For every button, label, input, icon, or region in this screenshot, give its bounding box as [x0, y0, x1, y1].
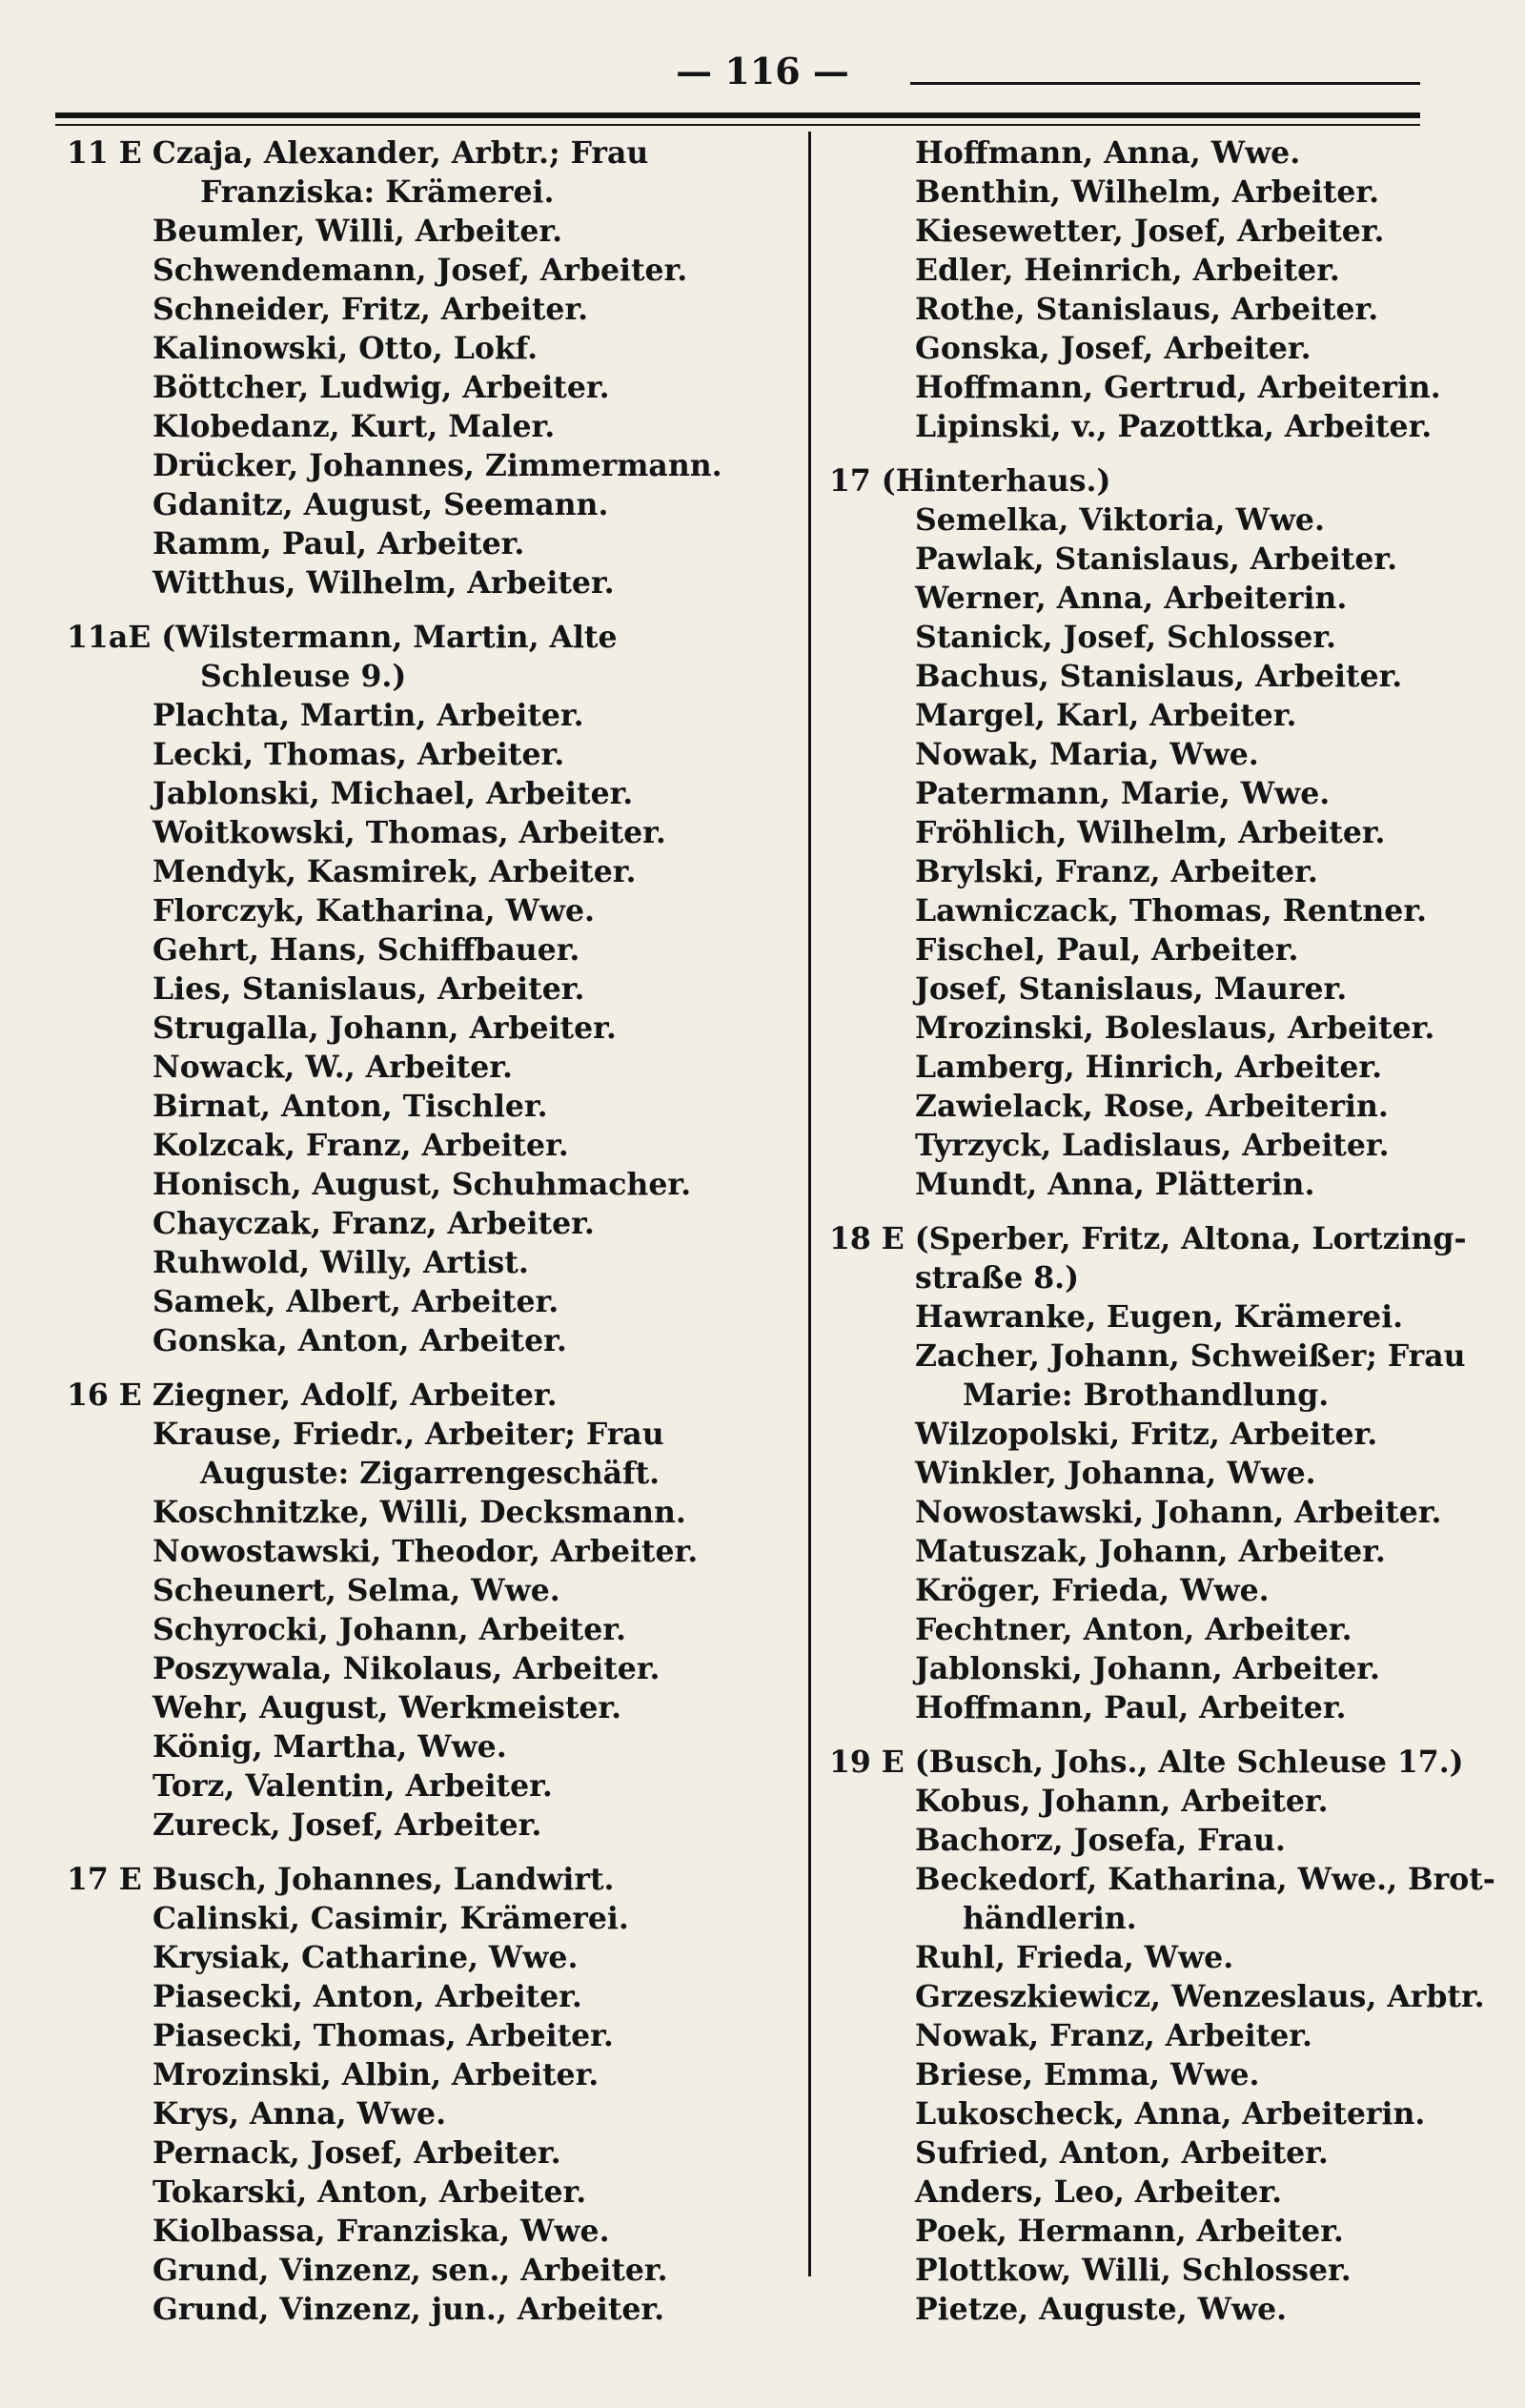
resident-entry: Hawranke, Eugen, Krämerei. [915, 1299, 1404, 1335]
resident-entry: Strugalla, Johann, Arbeiter. [152, 1010, 617, 1046]
resident-entry: Piasecki, Anton, Arbeiter. [152, 1979, 582, 2014]
resident-entry: Woitkowski, Thomas, Arbeiter. [152, 815, 666, 850]
resident-entry: Lawniczack, Thomas, Rentner. [915, 893, 1428, 929]
right-column [829, 133, 1515, 2329]
resident-entry: Krys, Anna, Wwe. [152, 2096, 447, 2132]
resident-entry: Kiesewetter, Josef, Arbeiter. [915, 214, 1385, 249]
resident-entry: Benthin, Wilhelm, Arbeiter. [915, 174, 1380, 210]
resident-entry: Mrozinski, Boleslaus, Arbeiter. [915, 1010, 1435, 1046]
house-heading: 11aE (Wilstermann, Martin, Alte [67, 620, 618, 655]
resident-entry: Jablonski, Michael, Arbeiter. [152, 776, 634, 811]
resident-entry: Wehr, August, Werkmeister. [152, 1690, 622, 1725]
resident-entry: Lecki, Thomas, Arbeiter. [152, 737, 565, 772]
resident-entry: Torz, Valentin, Arbeiter. [152, 1768, 553, 1804]
resident-entry: Lukoscheck, Anna, Arbeiterin. [915, 2096, 1426, 2132]
resident-entry: Matuszak, Johann, Arbeiter. [915, 1534, 1386, 1569]
resident-entry: Edler, Heinrich, Arbeiter. [915, 253, 1340, 288]
resident-entry: König, Martha, Wwe. [152, 1729, 507, 1765]
resident-entry: Zawielack, Rose, Arbeiterin. [915, 1089, 1389, 1124]
resident-entry: Bachus, Stanislaus, Arbeiter. [915, 659, 1403, 694]
resident-entry: Chayczak, Franz, Arbeiter. [152, 1206, 595, 1241]
house-heading: 17 (Hinterhaus.) [829, 463, 1111, 499]
resident-entry: Anders, Leo, Arbeiter. [915, 2174, 1283, 2210]
resident-entry: Krause, Friedr., Arbeiter; Frau [152, 1417, 664, 1452]
resident-entry: Stanick, Josef, Schlosser. [915, 620, 1336, 655]
resident-entry: Florczyk, Katharina, Wwe. [152, 893, 596, 929]
resident-entry: Jablonski, Johann, Arbeiter. [915, 1651, 1380, 1686]
resident-entry: Bachorz, Josefa, Frau. [915, 1823, 1286, 1858]
resident-entry: Gehrt, Hans, Schiffbauer. [152, 932, 580, 968]
resident-entry: Samek, Albert, Arbeiter. [152, 1284, 559, 1319]
resident-entry: Brylski, Franz, Arbeiter. [915, 854, 1318, 889]
resident-entry: Mrozinski, Albin, Arbeiter. [152, 2057, 600, 2092]
resident-entry: Beumler, Willi, Arbeiter. [152, 214, 563, 249]
resident-entry: Ruhwold, Willy, Artist. [152, 1245, 529, 1280]
resident-entry: Honisch, August, Schuhmacher. [152, 1167, 692, 1202]
resident-entry: Pernack, Josef, Arbeiter. [152, 2135, 561, 2171]
resident-entry: Plottkow, Willi, Schlosser. [915, 2253, 1352, 2288]
resident-entry: Fischel, Paul, Arbeiter. [915, 932, 1299, 968]
resident-entry: Drücker, Johannes, Zimmermann. [152, 448, 722, 483]
resident-entry: Hoffmann, Gertrud, Arbeiterin. [915, 370, 1441, 405]
house-heading: 19 E (Busch, Johs., Alte Schleuse 17.) [829, 1745, 1464, 1780]
header-rule-thin [55, 124, 1420, 126]
resident-entry: Calinski, Casimir, Krämerei. [152, 1901, 629, 1936]
resident-entry: Schwendemann, Josef, Arbeiter. [152, 253, 688, 288]
house-heading: 16 E Ziegner, Adolf, Arbeiter. [67, 1377, 558, 1413]
resident-entry: Gonska, Josef, Arbeiter. [915, 331, 1312, 366]
resident-entry: Briese, Emma, Wwe. [915, 2057, 1260, 2092]
resident-entry: Mendyk, Kasmirek, Arbeiter. [152, 854, 637, 889]
resident-entry: Margel, Karl, Arbeiter. [915, 698, 1297, 733]
resident-entry: Semelka, Viktoria, Wwe. [915, 502, 1325, 538]
resident-entry: Schyrocki, Johann, Arbeiter. [152, 1612, 626, 1647]
resident-entry: Ruhl, Frieda, Wwe. [915, 1940, 1234, 1975]
resident-entry: Nowostawski, Theodor, Arbeiter. [152, 1534, 699, 1569]
resident-entry: Pietze, Auguste, Wwe. [915, 2292, 1288, 2327]
house-block [829, 461, 1515, 1204]
resident-entry: Wilzopolski, Fritz, Arbeiter. [915, 1417, 1378, 1452]
resident-entry: Plachta, Martin, Arbeiter. [152, 698, 584, 733]
resident-entry: Poszywala, Nikolaus, Arbeiter. [152, 1651, 661, 1686]
entry-continuation: Schleuse 9.) [200, 659, 407, 694]
house-block [67, 1376, 801, 1845]
resident-entry: Kolzcak, Franz, Arbeiter. [152, 1128, 569, 1163]
house-block [829, 1219, 1515, 1727]
resident-entry: Nowostawski, Johann, Arbeiter. [915, 1495, 1442, 1530]
entry-continuation: Auguste: Zigarrengeschäft. [200, 1456, 661, 1491]
resident-entry: Kröger, Frieda, Wwe. [915, 1573, 1270, 1608]
resident-entry: Poek, Hermann, Arbeiter. [915, 2214, 1344, 2249]
resident-entry: Pawlak, Stanislaus, Arbeiter. [915, 541, 1398, 577]
house-heading: 11 E Czaja, Alexander, Arbtr.; Frau [67, 135, 649, 171]
resident-entry: Kobus, Johann, Arbeiter. [915, 1784, 1329, 1819]
resident-entry: Grund, Vinzenz, sen., Arbeiter. [152, 2253, 668, 2288]
house-block [829, 133, 1515, 446]
resident-entry: Zacher, Johann, Schweißer; Frau [915, 1338, 1466, 1374]
resident-entry: Sufried, Anton, Arbeiter. [915, 2135, 1329, 2171]
resident-entry: Lies, Stanislaus, Arbeiter. [152, 971, 585, 1007]
house-block [829, 1743, 1515, 2329]
resident-entry: Lamberg, Hinrich, Arbeiter. [915, 1050, 1383, 1085]
resident-entry: Winkler, Johanna, Wwe. [915, 1456, 1316, 1491]
resident-entry: Nowak, Franz, Arbeiter. [915, 2018, 1312, 2053]
resident-entry: Tyrzyck, Ladislaus, Arbeiter. [915, 1128, 1390, 1163]
house-block [67, 1860, 801, 2329]
resident-entry: Birnat, Anton, Tischler. [152, 1089, 548, 1124]
page-number: — 116 — [676, 50, 849, 92]
entry-continuation: Franziska: Krämerei. [200, 174, 555, 210]
resident-entry: Krysiak, Catharine, Wwe. [152, 1940, 579, 1975]
resident-entry: Kalinowski, Otto, Lokf. [152, 331, 539, 366]
resident-entry: Zureck, Josef, Arbeiter. [152, 1807, 542, 1843]
resident-entry: Grund, Vinzenz, jun., Arbeiter. [152, 2292, 665, 2327]
resident-entry: Ramm, Paul, Arbeiter. [152, 526, 525, 561]
resident-entry: Nowak, Maria, Wwe. [915, 737, 1259, 772]
resident-entry: Hoffmann, Paul, Arbeiter. [915, 1690, 1347, 1725]
left-column [67, 133, 801, 2329]
resident-entry: Mundt, Anna, Plätterin. [915, 1167, 1315, 1202]
resident-entry: Grzeszkiewicz, Wenzeslaus, Arbtr. [915, 1979, 1485, 2014]
house-block [67, 618, 801, 1360]
resident-entry: Gdanitz, August, Seemann. [152, 487, 609, 522]
resident-entry: Fechtner, Anton, Arbeiter. [915, 1612, 1352, 1647]
resident-entry: Piasecki, Thomas, Arbeiter. [152, 2018, 614, 2053]
header-rule-thick [55, 112, 1420, 118]
resident-entry: straße 8.) [915, 1260, 1080, 1296]
resident-entry: Gonska, Anton, Arbeiter. [152, 1323, 567, 1358]
entry-continuation: Marie: Brothandlung. [963, 1377, 1330, 1413]
resident-entry: Tokarski, Anton, Arbeiter. [152, 2174, 587, 2210]
resident-entry: Klobedanz, Kurt, Maler. [152, 409, 556, 444]
resident-entry: Lipinski, v., Pazottka, Arbeiter. [915, 409, 1433, 444]
house-block [67, 133, 801, 602]
resident-entry: Josef, Stanislaus, Maurer. [915, 971, 1348, 1007]
resident-entry: Fröhlich, Wilhelm, Arbeiter. [915, 815, 1386, 850]
resident-entry: Nowack, W., Arbeiter. [152, 1050, 513, 1085]
resident-entry: Rothe, Stanislaus, Arbeiter. [915, 292, 1379, 327]
resident-entry: Witthus, Wilhelm, Arbeiter. [152, 565, 615, 601]
top-rule-short [910, 82, 1420, 85]
house-heading: 17 E Busch, Johannes, Landwirt. [67, 1862, 615, 1897]
column-divider [808, 132, 811, 2276]
resident-entry: Böttcher, Ludwig, Arbeiter. [152, 370, 610, 405]
resident-entry: Beckedorf, Katharina, Wwe., Brot- [915, 1862, 1495, 1897]
resident-entry: Patermann, Marie, Wwe. [915, 776, 1331, 811]
resident-entry: Koschnitzke, Willi, Decksmann. [152, 1495, 686, 1530]
house-heading: 18 E (Sperber, Fritz, Altona, Lortzing- [829, 1221, 1467, 1256]
resident-entry: Scheunert, Selma, Wwe. [152, 1573, 560, 1608]
resident-entry: Hoffmann, Anna, Wwe. [915, 135, 1301, 171]
resident-entry: Werner, Anna, Arbeiterin. [915, 581, 1348, 616]
resident-entry: Kiolbassa, Franziska, Wwe. [152, 2214, 610, 2249]
resident-entry: Schneider, Fritz, Arbeiter. [152, 292, 589, 327]
entry-continuation: händlerin. [963, 1901, 1137, 1936]
